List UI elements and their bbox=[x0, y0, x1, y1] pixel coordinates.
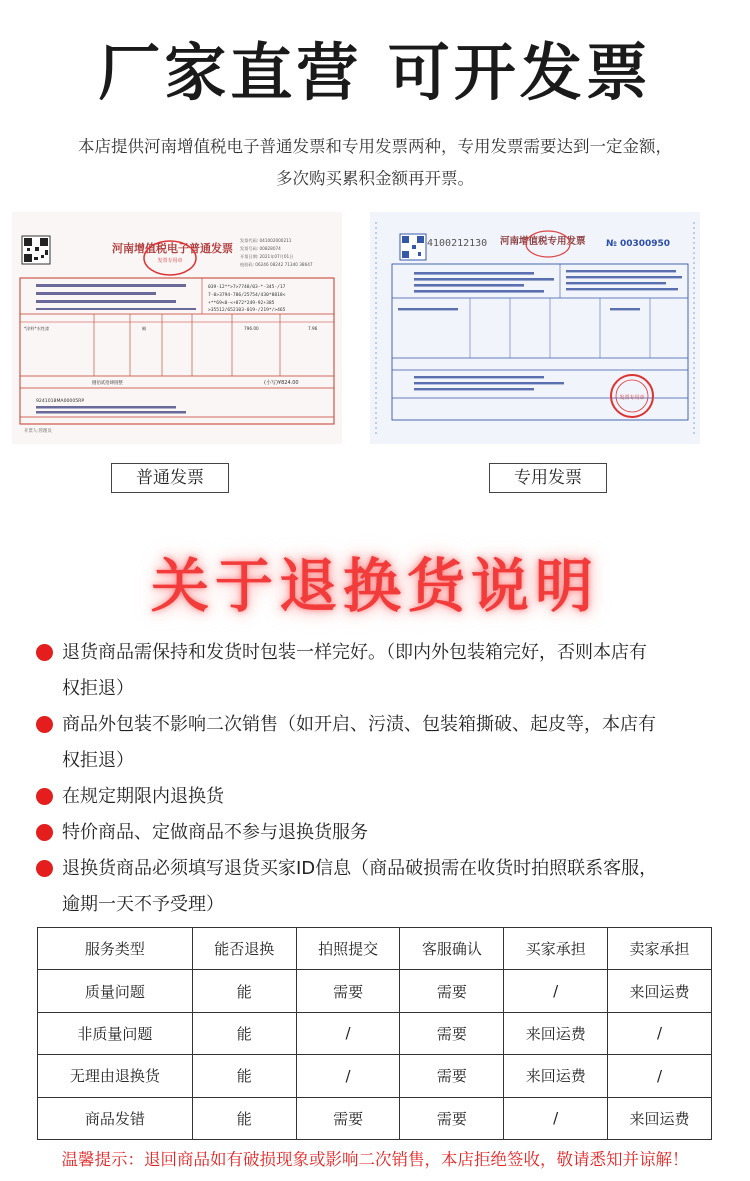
page-headline: 厂家直营 可开发票 bbox=[98, 36, 652, 109]
rule-text-line-1: 商品外包装不影响二次销售（如开启、污渍、包装箱撕破、起皮等，本店有 bbox=[62, 714, 656, 735]
table-cell: / bbox=[296, 1012, 400, 1054]
table-row bbox=[38, 1097, 712, 1139]
rule-item bbox=[36, 707, 726, 779]
ordinary-row-item: *涂料*水性漆 bbox=[24, 326, 50, 331]
rule-text-line-2: 逾期一天不予受理） bbox=[62, 894, 224, 915]
rule-item bbox=[36, 635, 726, 707]
table-cell: 能 bbox=[192, 1055, 296, 1097]
ordinary-code-2: 开票日期: 2021年07月01日 bbox=[240, 254, 294, 259]
table-cell: / bbox=[608, 1055, 712, 1097]
table-cell: 商品发错 bbox=[38, 1097, 193, 1139]
ordinary-cipher-1: 7-0>3794-786/25754/430*8818< bbox=[208, 293, 286, 298]
special-title: 河南增值税专用发票 bbox=[500, 236, 586, 247]
ordinary-cipher-3: >35512/652103-019-/219*/>465 bbox=[208, 308, 286, 313]
table-cell: 能 bbox=[192, 970, 296, 1012]
bullet-dot-icon bbox=[36, 716, 53, 733]
rule-item bbox=[36, 851, 726, 923]
table-cell: 需要 bbox=[400, 970, 504, 1012]
special-seal-text: 发票专用章 bbox=[619, 395, 645, 401]
table-cell: 需要 bbox=[296, 1097, 400, 1139]
rule-text-line-1: 退换货商品必须填写退货买家ID信息（商品破损需在收货时拍照联系客服， bbox=[62, 858, 658, 879]
table-row bbox=[38, 1055, 712, 1097]
ordinary-code-3: 校验码: 06246 08242 71340 38647 bbox=[240, 262, 313, 267]
returns-section-title: 关于退换货说明 bbox=[150, 552, 599, 620]
table-cell: / bbox=[504, 1097, 608, 1139]
rule-item bbox=[36, 815, 726, 851]
ordinary-amount-words: 捌佰贰拾肆圆整 bbox=[92, 381, 123, 386]
table-header-cell: 服务类型 bbox=[38, 928, 193, 970]
table-cell: 来回运费 bbox=[608, 1097, 712, 1139]
table-cell: 非质量问题 bbox=[38, 1012, 193, 1054]
warm-notice: 温馨提示：退回商品如有破损现象或影响二次销售，本店拒绝签收，敬请悉知并谅解！ bbox=[61, 1150, 689, 1169]
bullet-dot-icon bbox=[36, 860, 53, 877]
intro-text bbox=[0, 131, 750, 195]
table-cell: 来回运费 bbox=[608, 970, 712, 1012]
table-header-cell: 买家承担 bbox=[504, 928, 608, 970]
service-policy-table bbox=[37, 927, 712, 1140]
ordinary-invoice-image bbox=[12, 212, 342, 444]
ordinary-code-0: 发票代码: 041002000211 bbox=[240, 238, 292, 243]
rule-text-line-1: 在规定期限内退换货 bbox=[62, 786, 224, 807]
table-cell: 能 bbox=[192, 1012, 296, 1054]
intro-line-1: 本店提供河南增值税电子普通发票和专用发票两种，专用发票需要达到一定金额， bbox=[78, 137, 672, 156]
ordinary-row-unit: 桶 bbox=[142, 326, 147, 331]
table-cell: 需要 bbox=[400, 1012, 504, 1054]
ordinary-invoice-caption: 普通发票 bbox=[111, 463, 229, 493]
ordinary-invoice-title: 河南增值税电子普通发票 bbox=[112, 242, 233, 255]
intro-line-2: 多次购买累积金额再开票。 bbox=[276, 169, 474, 188]
rule-text-line-2: 权拒退） bbox=[62, 750, 134, 771]
returns-rules-list bbox=[36, 635, 726, 923]
table-row bbox=[38, 970, 712, 1012]
special-number: 4100212130 bbox=[427, 238, 488, 249]
rule-text-line-2: 权拒退） bbox=[62, 678, 134, 699]
ordinary-drawer: 开票人:管理员 bbox=[24, 429, 52, 434]
ordinary-total: (小写)¥824.00 bbox=[264, 380, 299, 386]
table-cell: 需要 bbox=[400, 1097, 504, 1139]
table-header-cell: 能否退换 bbox=[192, 928, 296, 970]
table-header-cell: 拍照提交 bbox=[296, 928, 400, 970]
ordinary-code-1: 发票号码: 00828074 bbox=[240, 246, 281, 251]
ordinary-seal-text: 发票专用章 bbox=[157, 258, 183, 264]
table-header-row bbox=[38, 928, 712, 970]
rule-text-line-1: 特价商品、定做商品不参与退换货服务 bbox=[62, 822, 368, 843]
ordinary-seller: 9241018MA00005RP bbox=[36, 399, 85, 404]
special-invoice-caption: 专用发票 bbox=[489, 463, 607, 493]
table-row bbox=[38, 1012, 712, 1054]
rule-item bbox=[36, 779, 726, 815]
ordinary-row-tax: 7.96 bbox=[308, 326, 318, 331]
table-cell: 能 bbox=[192, 1097, 296, 1139]
table-cell: / bbox=[608, 1012, 712, 1054]
table-cell: 需要 bbox=[296, 970, 400, 1012]
table-cell: 来回运费 bbox=[504, 1012, 608, 1054]
special-invoice-image bbox=[370, 212, 700, 444]
ordinary-cipher-0: 039-12**>7>7748/03-*-345-/17 bbox=[208, 285, 286, 290]
rule-text-line-1: 退货商品需保持和发货时包装一样完好。（即内外包装箱完好，否则本店有 bbox=[62, 642, 647, 663]
table-cell: 需要 bbox=[400, 1055, 504, 1097]
special-serial: № 00300950 bbox=[606, 239, 671, 249]
table-header-cell: 卖家承担 bbox=[608, 928, 712, 970]
bullet-dot-icon bbox=[36, 824, 53, 841]
table-cell: 无理由退换货 bbox=[38, 1055, 193, 1097]
table-cell: 质量问题 bbox=[38, 970, 193, 1012]
table-cell: 来回运费 bbox=[504, 1055, 608, 1097]
ordinary-cipher-2: +**69<0-<+872*249-92+385 bbox=[208, 301, 275, 306]
table-cell: / bbox=[296, 1055, 400, 1097]
table-header-cell: 客服确认 bbox=[400, 928, 504, 970]
ordinary-row-amount: 796.00 bbox=[244, 326, 259, 331]
bullet-dot-icon bbox=[36, 788, 53, 805]
bullet-dot-icon bbox=[36, 644, 53, 661]
table-cell: / bbox=[504, 970, 608, 1012]
